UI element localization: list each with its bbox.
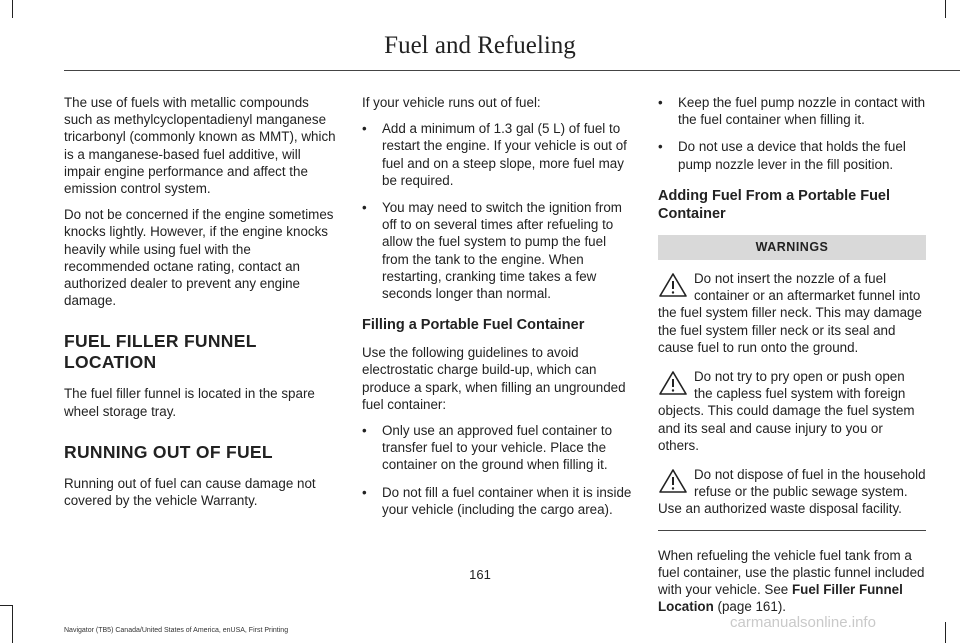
list-item-text: Add a minimum of 1.3 gal (5 L) of fuel to restart the engine. If your vehicle is out of fuel and on a steep slope, more fuel may be required.	[382, 121, 627, 188]
paragraph-out-of-fuel-intro: If your vehicle runs out of fuel:	[362, 95, 541, 110]
warning-triangle-icon	[658, 272, 688, 298]
page-number: 161	[469, 567, 491, 582]
list-item-text: Do not fill a fuel container when it is inside your vehicle (including the cargo area).	[382, 484, 632, 517]
list-item	[362, 199, 633, 302]
list-item	[658, 138, 926, 172]
paragraph-funnel: The fuel filler funnel is located in the spare wheel storage tray.	[64, 386, 315, 419]
bullet-list-out-of-fuel	[362, 120, 633, 302]
warnings-divider	[658, 530, 926, 531]
list-item	[362, 120, 633, 189]
watermark: carmanualsonline.info	[730, 614, 876, 631]
bullet-icon: •	[362, 121, 367, 137]
crop-mark-top-right	[945, 0, 946, 18]
paragraph-mmt: The use of fuels with metallic compounds such as methylcyclopentadienyl manganese tricarbonyl (commonly known as MMT), which is a manganese-based fuel additive, will impair engine performance and affect the emission control system.	[64, 95, 336, 197]
heading-running-out-of-fuel: RUNNING OUT OF FUEL	[64, 441, 273, 462]
bullet-icon: •	[362, 200, 367, 216]
warning-text: Do not dispose of fuel in the household refuse or the public sewage system. Use an authorized waste disposal facility.	[658, 467, 926, 517]
page-title: Fuel and Refueling	[384, 32, 576, 59]
heading-adding-fuel-portable: Adding Fuel From a Portable Fuel Container	[658, 187, 891, 222]
crop-mark-top-left	[12, 0, 13, 18]
warning-item	[658, 368, 926, 454]
crop-mark-bottom-left-h	[0, 605, 12, 606]
heading-filling-portable-container: Filling a Portable Fuel Container	[362, 317, 585, 334]
cross-reference-link[interactable]: Fuel Filler Funnel Location	[658, 582, 903, 615]
list-item	[362, 422, 633, 474]
paragraph-filling-guidelines: Use the following guidelines to avoid electrostatic charge build-up, which can produce a spark, when filling an ungrounded fuel container:	[362, 345, 626, 412]
bullet-icon: •	[658, 95, 663, 110]
warning-triangle-icon	[658, 468, 688, 494]
heading-fuel-filler-funnel-location: FUEL FILLER FUNNEL LOCATION	[64, 331, 257, 373]
warning-item	[658, 270, 926, 356]
bullet-list-filling-continued	[658, 94, 926, 173]
column-middle	[362, 94, 633, 528]
paragraph-knock: Do not be concerned if the engine sometimes knocks lightly. However, if the engine knocks heavily while using fuel with the recommended octane rating, contact an authorized dealer to prevent any engine damage.	[64, 207, 334, 309]
list-item-text: Only use an approved fuel container to transfer fuel to your vehicle. Place the container on the ground when filling it.	[382, 423, 613, 473]
list-item-text: Keep the fuel pump nozzle in contact with the fuel container when filling it.	[678, 95, 926, 128]
warning-text: Do not try to pry open or push open the capless fuel system with foreign objects. This could damage the fuel system and its seal and cause injury to you or others.	[658, 369, 915, 453]
bullet-icon: •	[362, 423, 367, 439]
footer-edition: Navigator (TB5) Canada/United States of America, enUSA, First Printing	[64, 627, 289, 634]
list-item	[362, 484, 633, 518]
paragraph-running-out: Running out of fuel can cause damage not covered by the vehicle Warranty.	[64, 475, 316, 509]
refuel-text: When refueling the vehicle fuel tank from a fuel container, use the plastic funnel included with your vehicle. See	[658, 547, 925, 598]
list-item	[658, 94, 926, 128]
warning-item	[658, 466, 926, 518]
warnings-header: WARNINGS	[658, 235, 926, 260]
column-right	[658, 94, 926, 624]
refuel-page-ref: (page 161).	[713, 599, 787, 615]
bullet-list-filling	[362, 422, 633, 518]
list-item-text: Do not use a device that holds the fuel pump nozzle lever in the fill position.	[678, 139, 906, 172]
column-left	[64, 94, 336, 518]
bullet-icon: •	[362, 484, 367, 500]
crop-mark-bottom-left	[12, 605, 13, 643]
warning-triangle-icon	[658, 370, 688, 396]
bullet-icon: •	[658, 139, 663, 155]
warning-text: Do not insert the nozzle of a fuel container or an aftermarket funnel into the fuel system filler neck. This may damage the fuel system filler neck or its seal and cause fuel to run onto the ground.	[658, 271, 922, 355]
list-item-text: You may need to switch the ignition from off to on several times after refueling to allow the fuel system to pump the fuel from the tank to the engine. When restarting, cranking time takes a few seconds longer than normal.	[382, 200, 622, 302]
header-divider	[64, 70, 960, 71]
crop-mark-bottom-right	[945, 622, 946, 643]
